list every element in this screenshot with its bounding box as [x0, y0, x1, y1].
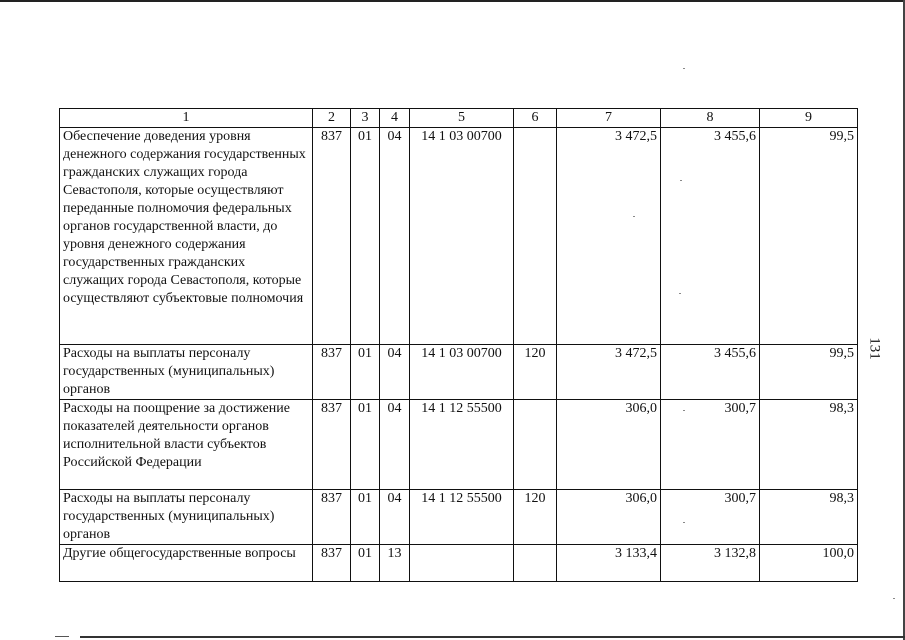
cell-target-article: 14 1 12 55500	[410, 400, 514, 490]
table-row	[60, 400, 858, 490]
column-header: 3	[351, 109, 380, 128]
row-name-cell: Расходы на выплаты персоналу государственных (муниципальных) органов	[60, 490, 313, 545]
column-header: 4	[380, 109, 410, 128]
cell-col-7-value: 3 472,5	[557, 345, 661, 400]
cell-section-code: 01	[351, 400, 380, 490]
column-header: 1	[60, 109, 313, 128]
cell-target-article: 14 1 03 00700	[410, 128, 514, 345]
cell-col-8-value: 3 455,6	[661, 345, 760, 400]
scan-speck	[683, 68, 685, 69]
table-row	[60, 545, 858, 582]
cell-col-7-value: 3 133,4	[557, 545, 661, 582]
row-name-cell: Другие общегосударственные вопросы	[60, 545, 313, 582]
cell-target-article: 14 1 03 00700	[410, 345, 514, 400]
cell-target-article: 14 1 12 55500	[410, 490, 514, 545]
scan-bottom-border	[80, 636, 905, 638]
column-header: 9	[760, 109, 858, 128]
budget-execution-table	[59, 108, 858, 582]
cell-subsection-code: 13	[380, 545, 410, 582]
cell-col-7-value: 306,0	[557, 400, 661, 490]
row-name-cell: Обеспечение доведения уровня денежного содержания государственных гражданских служащих города Севастополя, которые осуществляют переданные полномочия федеральных органов государственной власти, до уровня денежного содержания государственных гражданских служащих города Севастополя, которые осуществляют субъектовые полномочия	[60, 128, 313, 345]
column-header: 6	[514, 109, 557, 128]
cell-expense-type	[514, 400, 557, 490]
cell-subsection-code: 04	[380, 400, 410, 490]
cell-section-code: 01	[351, 545, 380, 582]
cell-col-9-percent: 99,5	[760, 345, 858, 400]
cell-ministry-code: 837	[313, 545, 351, 582]
cell-subsection-code: 04	[380, 128, 410, 345]
cell-subsection-code: 04	[380, 345, 410, 400]
cell-expense-type	[514, 128, 557, 345]
cell-subsection-code: 04	[380, 490, 410, 545]
table-row	[60, 345, 858, 400]
cell-ministry-code: 837	[313, 128, 351, 345]
cell-section-code: 01	[351, 345, 380, 400]
table-header-row	[60, 109, 858, 128]
column-header: 8	[661, 109, 760, 128]
cell-section-code: 01	[351, 490, 380, 545]
cell-expense-type: 120	[514, 345, 557, 400]
cell-col-7-value: 306,0	[557, 490, 661, 545]
cell-ministry-code: 837	[313, 400, 351, 490]
cell-ministry-code: 837	[313, 490, 351, 545]
column-header: 5	[410, 109, 514, 128]
cell-target-article	[410, 545, 514, 582]
column-header: 2	[313, 109, 351, 128]
scan-speck	[893, 598, 895, 599]
cell-col-8-value: 3 455,6	[661, 128, 760, 345]
cell-col-9-percent: 98,3	[760, 400, 858, 490]
row-name-cell: Расходы на выплаты персоналу государственных (муниципальных) органов	[60, 345, 313, 400]
cell-col-8-value: 300,7	[661, 490, 760, 545]
column-header: 7	[557, 109, 661, 128]
cell-expense-type: 120	[514, 490, 557, 545]
cell-col-9-percent: 100,0	[760, 545, 858, 582]
table-row	[60, 128, 858, 345]
cell-col-9-percent: 98,3	[760, 490, 858, 545]
cell-expense-type	[514, 545, 557, 582]
cell-section-code: 01	[351, 128, 380, 345]
cell-col-7-value: 3 472,5	[557, 128, 661, 345]
scan-bottom-mark	[55, 636, 69, 637]
page-number: 131	[866, 337, 883, 360]
cell-col-8-value: 3 132,8	[661, 545, 760, 582]
table-row	[60, 490, 858, 545]
cell-col-8-value: 300,7	[661, 400, 760, 490]
scan-top-border	[0, 0, 905, 2]
row-name-cell: Расходы на поощрение за достижение показателей деятельности органов исполнительной власти субъектов Российской Федерации	[60, 400, 313, 490]
cell-col-9-percent: 99,5	[760, 128, 858, 345]
cell-ministry-code: 837	[313, 345, 351, 400]
